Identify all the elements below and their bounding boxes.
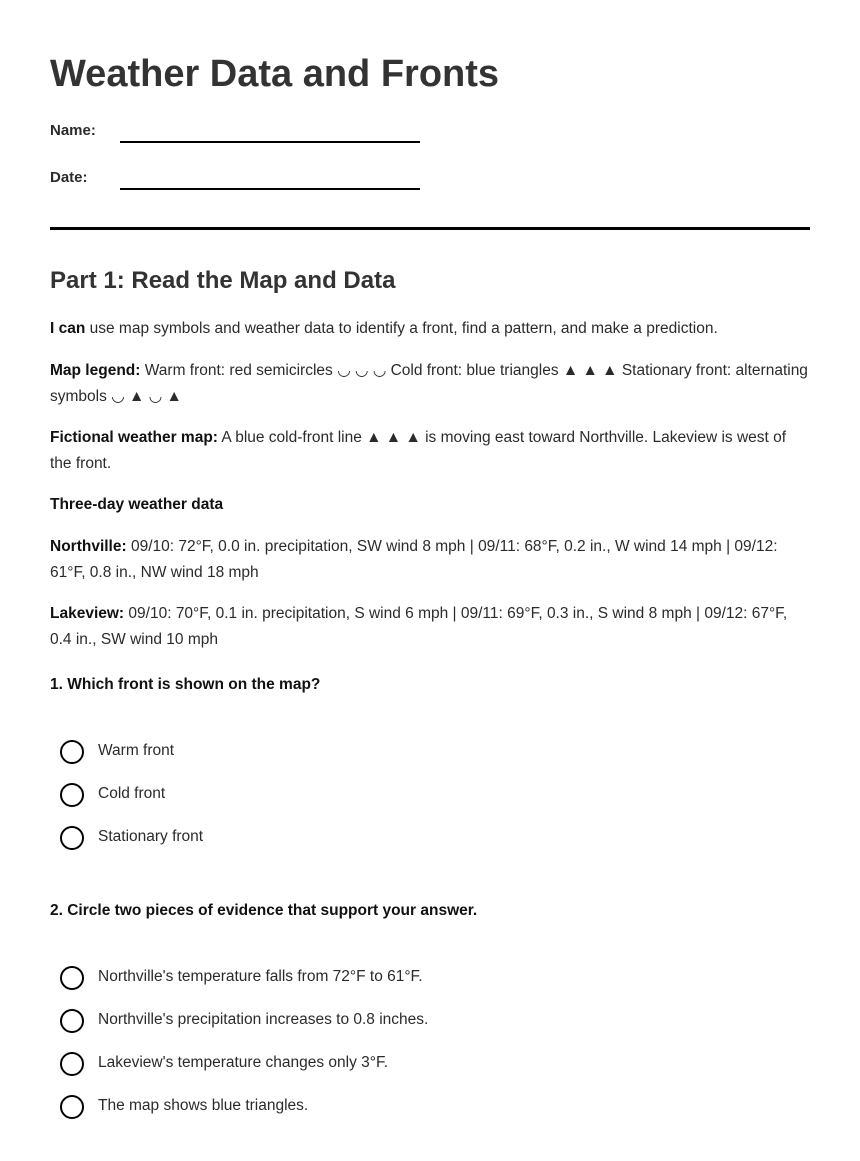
i-can-text: use map symbols and weather data to identify a front, find a pattern, and make a prediction. — [85, 320, 718, 337]
lakeview-lead: Lakeview: — [50, 605, 125, 622]
radio-circle-icon[interactable] — [60, 966, 84, 990]
radio-circle-icon[interactable] — [60, 783, 84, 807]
map-legend — [50, 358, 810, 410]
northville-lead: Northville: — [50, 538, 127, 555]
lakeview-text: 09/10: 70°F, 0.1 in. precipitation, S wind 6 mph | 09/11: 69°F, 0.3 in., S wind 8 mph | 09/12: 67°F, 0.4 in., SW wind 10 mph — [50, 605, 788, 648]
map-description-lead: Fictional weather map: — [50, 429, 218, 446]
radio-circle-icon[interactable] — [60, 1052, 84, 1076]
northville-text: 09/10: 72°F, 0.0 in. precipitation, SW wind 8 mph | 09/11: 68°F, 0.2 in., W wind 14 mph | 09/12: 61°F, 0.8 in., NW wind 18 mph — [50, 538, 778, 581]
option-label: The map shows blue triangles. — [98, 1097, 309, 1114]
lakeview-data — [50, 601, 810, 653]
option-label: Cold front — [98, 785, 166, 802]
map-description-text: A blue cold-front line ▲ ▲ ▲ is moving east toward Northville. Lakeview is west of the front. — [50, 429, 787, 472]
question-2-prompt: 2. Circle two pieces of evidence that support your answer. — [50, 902, 478, 919]
radio-circle-icon[interactable] — [60, 1009, 84, 1033]
radio-circle-icon[interactable] — [60, 740, 84, 764]
map-description — [50, 425, 810, 477]
weather-data-heading: Three-day weather data — [50, 496, 224, 513]
header-divider — [50, 227, 810, 230]
option-label: Northville's temperature falls from 72°F to 61°F. — [98, 968, 423, 985]
page-title: Weather Data and Fronts — [50, 53, 500, 95]
date-label: Date: — [50, 169, 88, 186]
i-can-statement — [50, 316, 810, 342]
part1-heading: Part 1: Read the Map and Data — [50, 267, 396, 294]
option-label: Lakeview's temperature changes only 3°F. — [98, 1054, 389, 1071]
radio-circle-icon[interactable] — [60, 826, 84, 850]
option-label: Warm front — [98, 742, 175, 759]
northville-data — [50, 534, 810, 586]
option-label: Stationary front — [98, 828, 204, 845]
question-1-prompt: 1. Which front is shown on the map? — [50, 676, 321, 693]
radio-circle-icon[interactable] — [60, 1095, 84, 1119]
map-legend-lead: Map legend: — [50, 362, 141, 379]
option-label: Northville's precipitation increases to 0.8 inches. — [98, 1011, 429, 1028]
i-can-lead: I can — [50, 320, 86, 337]
name-label: Name: — [50, 122, 96, 139]
map-legend-text: Warm front: red semicircles ◡ ◡ ◡ Cold front: blue triangles ▲ ▲ ▲ Stationary front: alternating symbols ◡ ▲ ◡ ▲ — [50, 362, 808, 405]
date-field[interactable] — [120, 166, 420, 190]
name-field[interactable] — [120, 119, 420, 143]
